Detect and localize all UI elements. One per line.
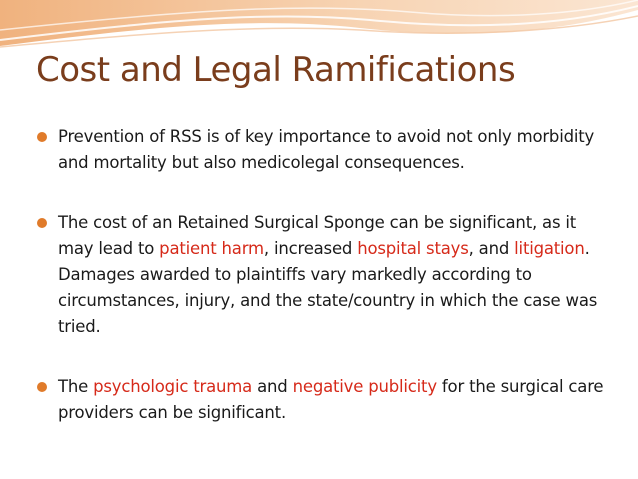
bullet-dot-icon xyxy=(37,132,47,142)
bullet-item xyxy=(34,124,609,176)
bullet-list xyxy=(34,124,609,426)
highlighted-text: psychologic trauma xyxy=(93,377,253,396)
highlighted-text: litigation xyxy=(514,239,585,258)
decorative-wave-banner xyxy=(0,0,638,52)
bullet-dot-icon xyxy=(37,218,47,228)
slide-title: Cost and Legal Ramifications xyxy=(36,50,516,90)
bullet-text: for the surgical care providers can be significant. xyxy=(58,377,604,422)
bullet-text: Prevention of RSS is of key importance to avoid not only morbidity and mortality but also medicolegal consequences. xyxy=(58,127,595,172)
bullet-text: The cost of an Retained Surgical Sponge can be significant, as it may lead to xyxy=(58,213,577,258)
bullet-dot-icon xyxy=(37,382,47,392)
bullet-item xyxy=(34,210,609,340)
highlighted-text: negative publicity xyxy=(292,377,437,396)
bullet-text: . Damages awarded to plaintiffs vary markedly according to circumstances, injury, and the state/country in which the case was tried. xyxy=(58,239,598,336)
bullet-text: , increased xyxy=(263,239,358,258)
bullet-text: , and xyxy=(468,239,515,258)
bullet-item xyxy=(34,374,609,426)
highlighted-text: patient harm xyxy=(159,239,264,258)
bullet-text: and xyxy=(252,377,293,396)
bullet-text: The xyxy=(58,377,94,396)
highlighted-text: hospital stays xyxy=(357,239,469,258)
